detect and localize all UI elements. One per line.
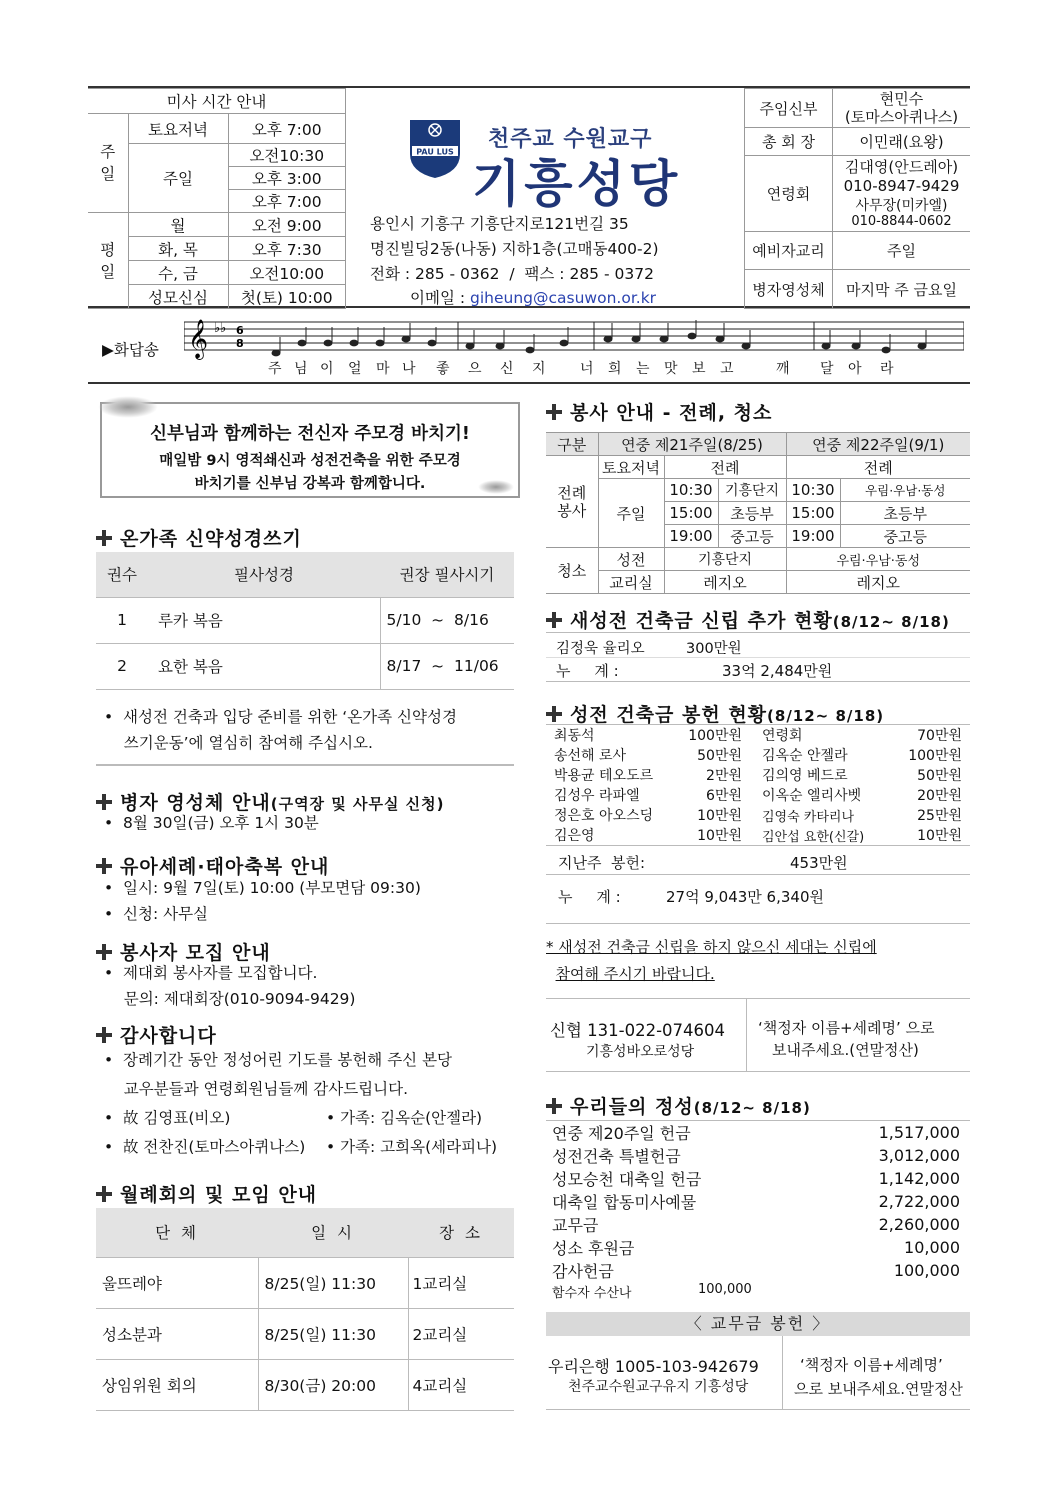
pledge-total-label: 누 계 : — [556, 662, 619, 680]
weekday-label: 평일 — [88, 213, 128, 309]
table-row: 성모승천 대축일 헌금 1,142,000 — [552, 1169, 960, 1189]
tithe-note: ‘책정자 이름+세례명’ — [800, 1356, 943, 1374]
table-row: 상임위원 회의 8/30(금) 20:00 4교리실 — [96, 1359, 514, 1410]
service-cell: 19:00 — [664, 525, 718, 548]
lyric-syllable: 지 — [532, 361, 546, 377]
svg-text:8: 8 — [236, 337, 244, 350]
bank-note: 보내주세요.(연말정산) — [772, 1041, 919, 1059]
mass-day: 토요저녁 — [128, 114, 228, 144]
tithe-note: 으로 보내주세요.연말정산 — [794, 1380, 963, 1398]
secretary-name: 사무장(미카엘) — [855, 198, 948, 215]
service-cell: 중고등 — [840, 525, 970, 548]
lyric-syllable: 좋 — [436, 361, 450, 377]
diocese-name: 천주교 수원교구 — [488, 127, 653, 152]
address-line-2: 명진빌딩2동(나동) 지하1층(고매동400-2) — [370, 240, 659, 258]
meetings-section-title: 월례회의 및 모임 안내 — [96, 1180, 317, 1207]
music-note — [350, 340, 359, 347]
sick-item: • 8월 30일(금) 오후 1시 30분 — [104, 814, 319, 832]
lyric-syllable: 으 — [468, 361, 482, 377]
mass-day: 성모신심 — [128, 285, 228, 309]
lyric-syllable: 나 — [402, 361, 416, 377]
mass-time: 첫(토) 10:00 — [228, 285, 346, 309]
mass-time: 오후 3:00 — [228, 167, 346, 190]
lyric-syllable: 마 — [376, 361, 390, 377]
cross-icon — [96, 1027, 112, 1043]
bank-account: 신협 131-022-074604 — [550, 1021, 726, 1040]
table-row: 박용균 테오도르 2만원 김의영 베드로 50만원 — [554, 768, 962, 784]
music-note — [882, 347, 891, 354]
psalm-lyrics — [268, 358, 968, 378]
music-note — [272, 350, 281, 357]
service-cell: 우림·우남·동성 — [840, 479, 970, 502]
service-cell: 레지오 — [664, 571, 786, 594]
lyric-syllable: 이 — [320, 361, 334, 377]
prayer-notice-box — [100, 402, 520, 498]
pledge-amount: 300만원 — [686, 641, 742, 657]
mass-time: 오전10:00 — [228, 261, 346, 285]
baptism-section-title: 유아세례·태아축복 안내 — [96, 852, 329, 879]
lyric-syllable: 너 — [580, 361, 594, 377]
offering-table — [546, 724, 970, 846]
service-cell: 초등부 — [840, 502, 970, 525]
music-note — [496, 343, 505, 350]
music-note — [852, 343, 861, 350]
col-header: 권수 — [96, 552, 148, 597]
service-cell: 기흥단지 — [664, 548, 786, 571]
pastor-label: 주임신부 — [745, 89, 833, 128]
music-note — [560, 340, 569, 347]
music-note — [688, 333, 697, 340]
week-label: 지난주 봉헌: — [558, 854, 646, 872]
service-table — [546, 432, 970, 594]
cross-icon — [546, 706, 562, 722]
finance-section-title: 우리들의 정성(8/12~ 8/18) — [546, 1092, 811, 1119]
music-staff — [184, 312, 964, 362]
lyric-syllable: 아 — [848, 361, 862, 377]
catechumen-value: 주일 — [833, 232, 971, 270]
prayer-line-1: 매일밤 9시 영적쇄신과 성전건축을 위한 주모경 — [159, 453, 461, 469]
bank-holder: 기흥성바오로성당 — [586, 1044, 695, 1060]
prayer-title: 신부님과 함께하는 전신자 주모경 바치기! — [150, 424, 470, 444]
bible-table — [96, 552, 514, 690]
small-donor-name: 함수자 수산나 — [552, 1286, 632, 1301]
cross-icon — [96, 858, 112, 874]
svg-text:𝄞: 𝄞 — [188, 319, 209, 359]
music-note — [660, 336, 669, 343]
offering-summary — [546, 852, 970, 924]
table-row: 정은호 아오스딩 10만원 김영숙 카타리나 25만원 — [554, 808, 962, 825]
thanks-section-title: 감사합니다 — [96, 1021, 217, 1048]
cross-icon — [546, 1098, 562, 1114]
music-note — [918, 343, 927, 350]
col-header: 구분 — [546, 433, 598, 456]
table-row: 2 요한 복음 8/17 ~ 11/06 — [96, 643, 514, 689]
psalm-label: ▶화답송 — [102, 341, 159, 359]
svg-text:PAU LUS: PAU LUS — [416, 147, 454, 157]
lyric-syllable: 희 — [608, 361, 622, 377]
music-note — [632, 336, 641, 343]
svg-text:6: 6 — [236, 324, 244, 337]
bank-note: ‘책정자 이름+세례명’ 으로 — [758, 1019, 935, 1037]
service-cell: 전례 — [786, 456, 970, 479]
service-cell: 19:00 — [786, 525, 840, 548]
col-header: 연중 제22주일(9/1) — [786, 433, 970, 456]
pledge-name: 김정욱 율리오 — [556, 641, 645, 657]
chair-name: 이민래(요왕) — [833, 128, 971, 156]
service-cell: 레지오 — [786, 571, 970, 594]
mass-time: 오후 7:00 — [228, 190, 346, 213]
church-logo-icon — [406, 116, 464, 180]
mass-schedule-table — [88, 88, 346, 309]
mass-time: 오전10:30 — [228, 144, 346, 167]
week-amount: 453만원 — [790, 854, 848, 872]
cross-icon — [96, 794, 112, 810]
table-row: 교무금 2,260,000 — [552, 1215, 960, 1235]
tithe-box — [546, 1336, 970, 1410]
service-cell: 10:30 — [664, 479, 718, 502]
music-note — [604, 336, 613, 343]
service-cell: 성전 — [598, 548, 664, 571]
col-header: 연중 제21주일(8/25) — [598, 433, 786, 456]
tithe-holder: 천주교수원교구유지 기흥성당 — [568, 1379, 749, 1395]
mass-day: 수, 금 — [128, 261, 228, 285]
mass-time: 오후 7:00 — [228, 114, 346, 144]
lyric-syllable: 님 — [294, 361, 308, 377]
music-note — [402, 336, 411, 343]
cross-icon — [96, 944, 112, 960]
music-note — [716, 336, 725, 343]
elder-label: 연령회 — [745, 156, 833, 232]
music-note — [466, 343, 475, 350]
lyric-syllable: 주 — [268, 361, 282, 377]
cross-icon — [546, 404, 562, 420]
email-label: 이메일 : — [410, 289, 466, 307]
volunteer-items: • 제대회 봉사자를 모집합니다. 문의: 제대회장(010-9094-9429) — [104, 964, 356, 1008]
lyric-syllable: 보 — [692, 361, 706, 377]
catechumen-label: 예비자교리 — [745, 232, 833, 270]
music-note — [822, 343, 831, 350]
mass-time: 오전 9:00 — [228, 213, 346, 237]
email-row — [410, 286, 656, 308]
col-header: 단 체 — [96, 1208, 258, 1257]
table-row: 1 루카 복음 5/10 ~ 8/16 — [96, 597, 514, 643]
tithe-title: 〈 교무금 봉헌 〉 — [546, 1312, 970, 1336]
mass-title: 미사 시간 안내 — [88, 89, 346, 114]
service-cell: 중고등 — [718, 525, 786, 548]
prayer-line-2: 바치기를 신부님 강복과 함께합니다. — [194, 476, 426, 492]
lyric-syllable: 달 — [820, 361, 834, 377]
mass-day: 주일 — [128, 144, 228, 213]
table-row: 성전건축 특별헌금 3,012,000 — [552, 1146, 960, 1166]
elder-name: 김대영(안드레아) — [844, 157, 959, 176]
service-section-title: 봉사 안내 - 전례, 청소 — [546, 398, 772, 425]
table-row: 성소 후원금 10,000 — [552, 1238, 960, 1258]
service-cell: 우림·우남·동성 — [786, 548, 970, 571]
table-row: 울뜨레야 8/25(일) 11:30 1교리실 — [96, 1257, 514, 1308]
lyric-syllable: 고 — [720, 361, 734, 377]
music-note — [428, 340, 437, 347]
sunday-label: 주일 — [88, 114, 128, 213]
lyric-syllable: 는 — [636, 361, 650, 377]
offering-total-label: 누 계 : — [558, 888, 621, 906]
mass-day: 월 — [128, 213, 228, 237]
pastor-name: 현민수 — [879, 90, 924, 108]
mass-time: 오후 7:30 — [228, 237, 346, 261]
bulletin-header — [88, 86, 970, 308]
finance-table — [546, 1120, 970, 1282]
thanks-deceased: • 故 김영표(비오) • 故 전찬진(토마스아퀴나스) — [104, 1109, 306, 1156]
lyric-syllable: 깨 — [776, 361, 790, 377]
table-row: 최동석 100만원 연령회 70만원 — [554, 728, 962, 744]
lyric-syllable: 신 — [500, 361, 514, 377]
bank-account-box — [546, 998, 970, 1072]
table-row: 송선해 로사 50만원 김옥순 안젤라 100만원 — [554, 748, 962, 764]
service-cell: 10:30 — [786, 479, 840, 502]
service-cell: 주일 — [598, 479, 664, 548]
mass-day: 화, 목 — [128, 237, 228, 261]
meetings-table — [96, 1208, 514, 1411]
lyric-syllable: 맛 — [664, 361, 678, 377]
divider — [96, 764, 514, 766]
staff-table — [744, 88, 970, 309]
baptism-items: • 일시: 9월 7일(토) 10:00 (부모면담 09:30) • 신청: 사무실 — [104, 879, 421, 923]
pledge-section-title: 새성전 건축금 신립 추가 현황(8/12~ 8/18) — [546, 606, 950, 633]
bible-note: • 새성전 건축과 입당 준비를 위한 ‘온가족 신약성경 쓰기운동’에 열심히 참여해 주십시오. — [104, 708, 457, 752]
pledge-notice: * 새성전 건축금 신립을 하지 않으신 세대는 신립에 참여해 주시기 바랍니다. — [546, 938, 877, 983]
service-cell: 전례 — [664, 456, 786, 479]
cross-icon — [96, 530, 112, 546]
sick-communion-label: 병자영성체 — [745, 270, 833, 309]
offering-total: 27억 9,043만 6,340원 — [666, 888, 824, 906]
service-cell: 기흥단지 — [718, 479, 786, 502]
service-cell: 토요저녁 — [598, 456, 664, 479]
address-line-1: 용인시 기흥구 기흥단지로121번길 35 — [370, 215, 629, 233]
small-donor-amount: 100,000 — [698, 1282, 752, 1297]
sick-communion-value: 마지막 주 금요일 — [833, 270, 971, 309]
secretary-phone: 010-8844-0602 — [851, 214, 952, 230]
music-note — [526, 347, 535, 354]
volunteer-section-title: 봉사자 모집 안내 — [96, 938, 271, 965]
service-cell: 15:00 — [786, 502, 840, 525]
music-note — [742, 343, 751, 350]
thanks-family: • 가족: 김옥순(안젤라) • 가족: 고희옥(세라피나) — [326, 1109, 498, 1156]
offering-section-title: 성전 건축금 봉헌 현황(8/12~ 8/18) — [546, 700, 884, 727]
service-cell: 15:00 — [664, 502, 718, 525]
pledge-total: 33억 2,484만원 — [722, 662, 833, 680]
decor-blob — [98, 396, 158, 418]
email-link[interactable]: giheung@casuwon.or.kr — [470, 289, 657, 307]
lyric-syllable: 라 — [880, 361, 894, 377]
service-cell: 초등부 — [718, 502, 786, 525]
table-row: 김성우 라파엘 6만원 이옥순 엘리사벳 20만원 — [554, 788, 962, 804]
lyric-syllable: 얼 — [348, 361, 362, 377]
table-row: 성소분과 8/25(일) 11:30 2교리실 — [96, 1308, 514, 1359]
cross-icon — [96, 1186, 112, 1202]
table-row: 감사헌금 100,000 — [552, 1261, 960, 1281]
col-header: 필사성경 — [148, 552, 380, 597]
psalm-section — [88, 308, 970, 384]
music-note — [376, 340, 385, 347]
svg-text:♭♭: ♭♭ — [214, 321, 227, 336]
sick-section-title: 병자 영성체 안내(구역장 및 사무실 신청) — [96, 788, 445, 815]
liturgy-label: 전례봉사 — [546, 456, 598, 548]
thanks-body: • 장례기간 동안 정성어린 기도를 봉헌해 주신 본당 교우분들과 연령회원님들께 감사드립니다. — [104, 1051, 453, 1098]
col-header: 일 시 — [258, 1208, 408, 1257]
table-row: 대축일 합동미사예물 2,722,000 — [552, 1192, 960, 1212]
phone-fax: 전화 : 285 - 0362 / 팩스 : 285 - 0372 — [370, 265, 654, 283]
table-row: 연중 제20주일 헌금 1,517,000 — [552, 1123, 960, 1143]
table-row: 김은영 10만원 김안섭 요한(신갈) 10만원 — [554, 828, 962, 845]
chair-label: 총 회 장 — [745, 128, 833, 156]
tithe-account: 우리은행 1005-103-942679 — [548, 1357, 759, 1376]
pledge-box — [546, 632, 970, 682]
col-header: 권장 필사시기 — [380, 552, 514, 597]
music-note — [324, 340, 333, 347]
cross-icon — [546, 612, 562, 628]
bible-section-title: 온가족 신약성경쓰기 — [96, 524, 302, 551]
cleaning-label: 청소 — [546, 548, 598, 594]
decor-blob — [478, 480, 514, 494]
service-cell: 교리실 — [598, 571, 664, 594]
elder-phone: 010-8947-9429 — [843, 176, 960, 195]
music-note — [298, 340, 307, 347]
church-name: 기흥성당 — [472, 155, 682, 213]
col-header: 장 소 — [408, 1208, 514, 1257]
pastor-saint: (토마스아퀴나스) — [844, 108, 959, 126]
